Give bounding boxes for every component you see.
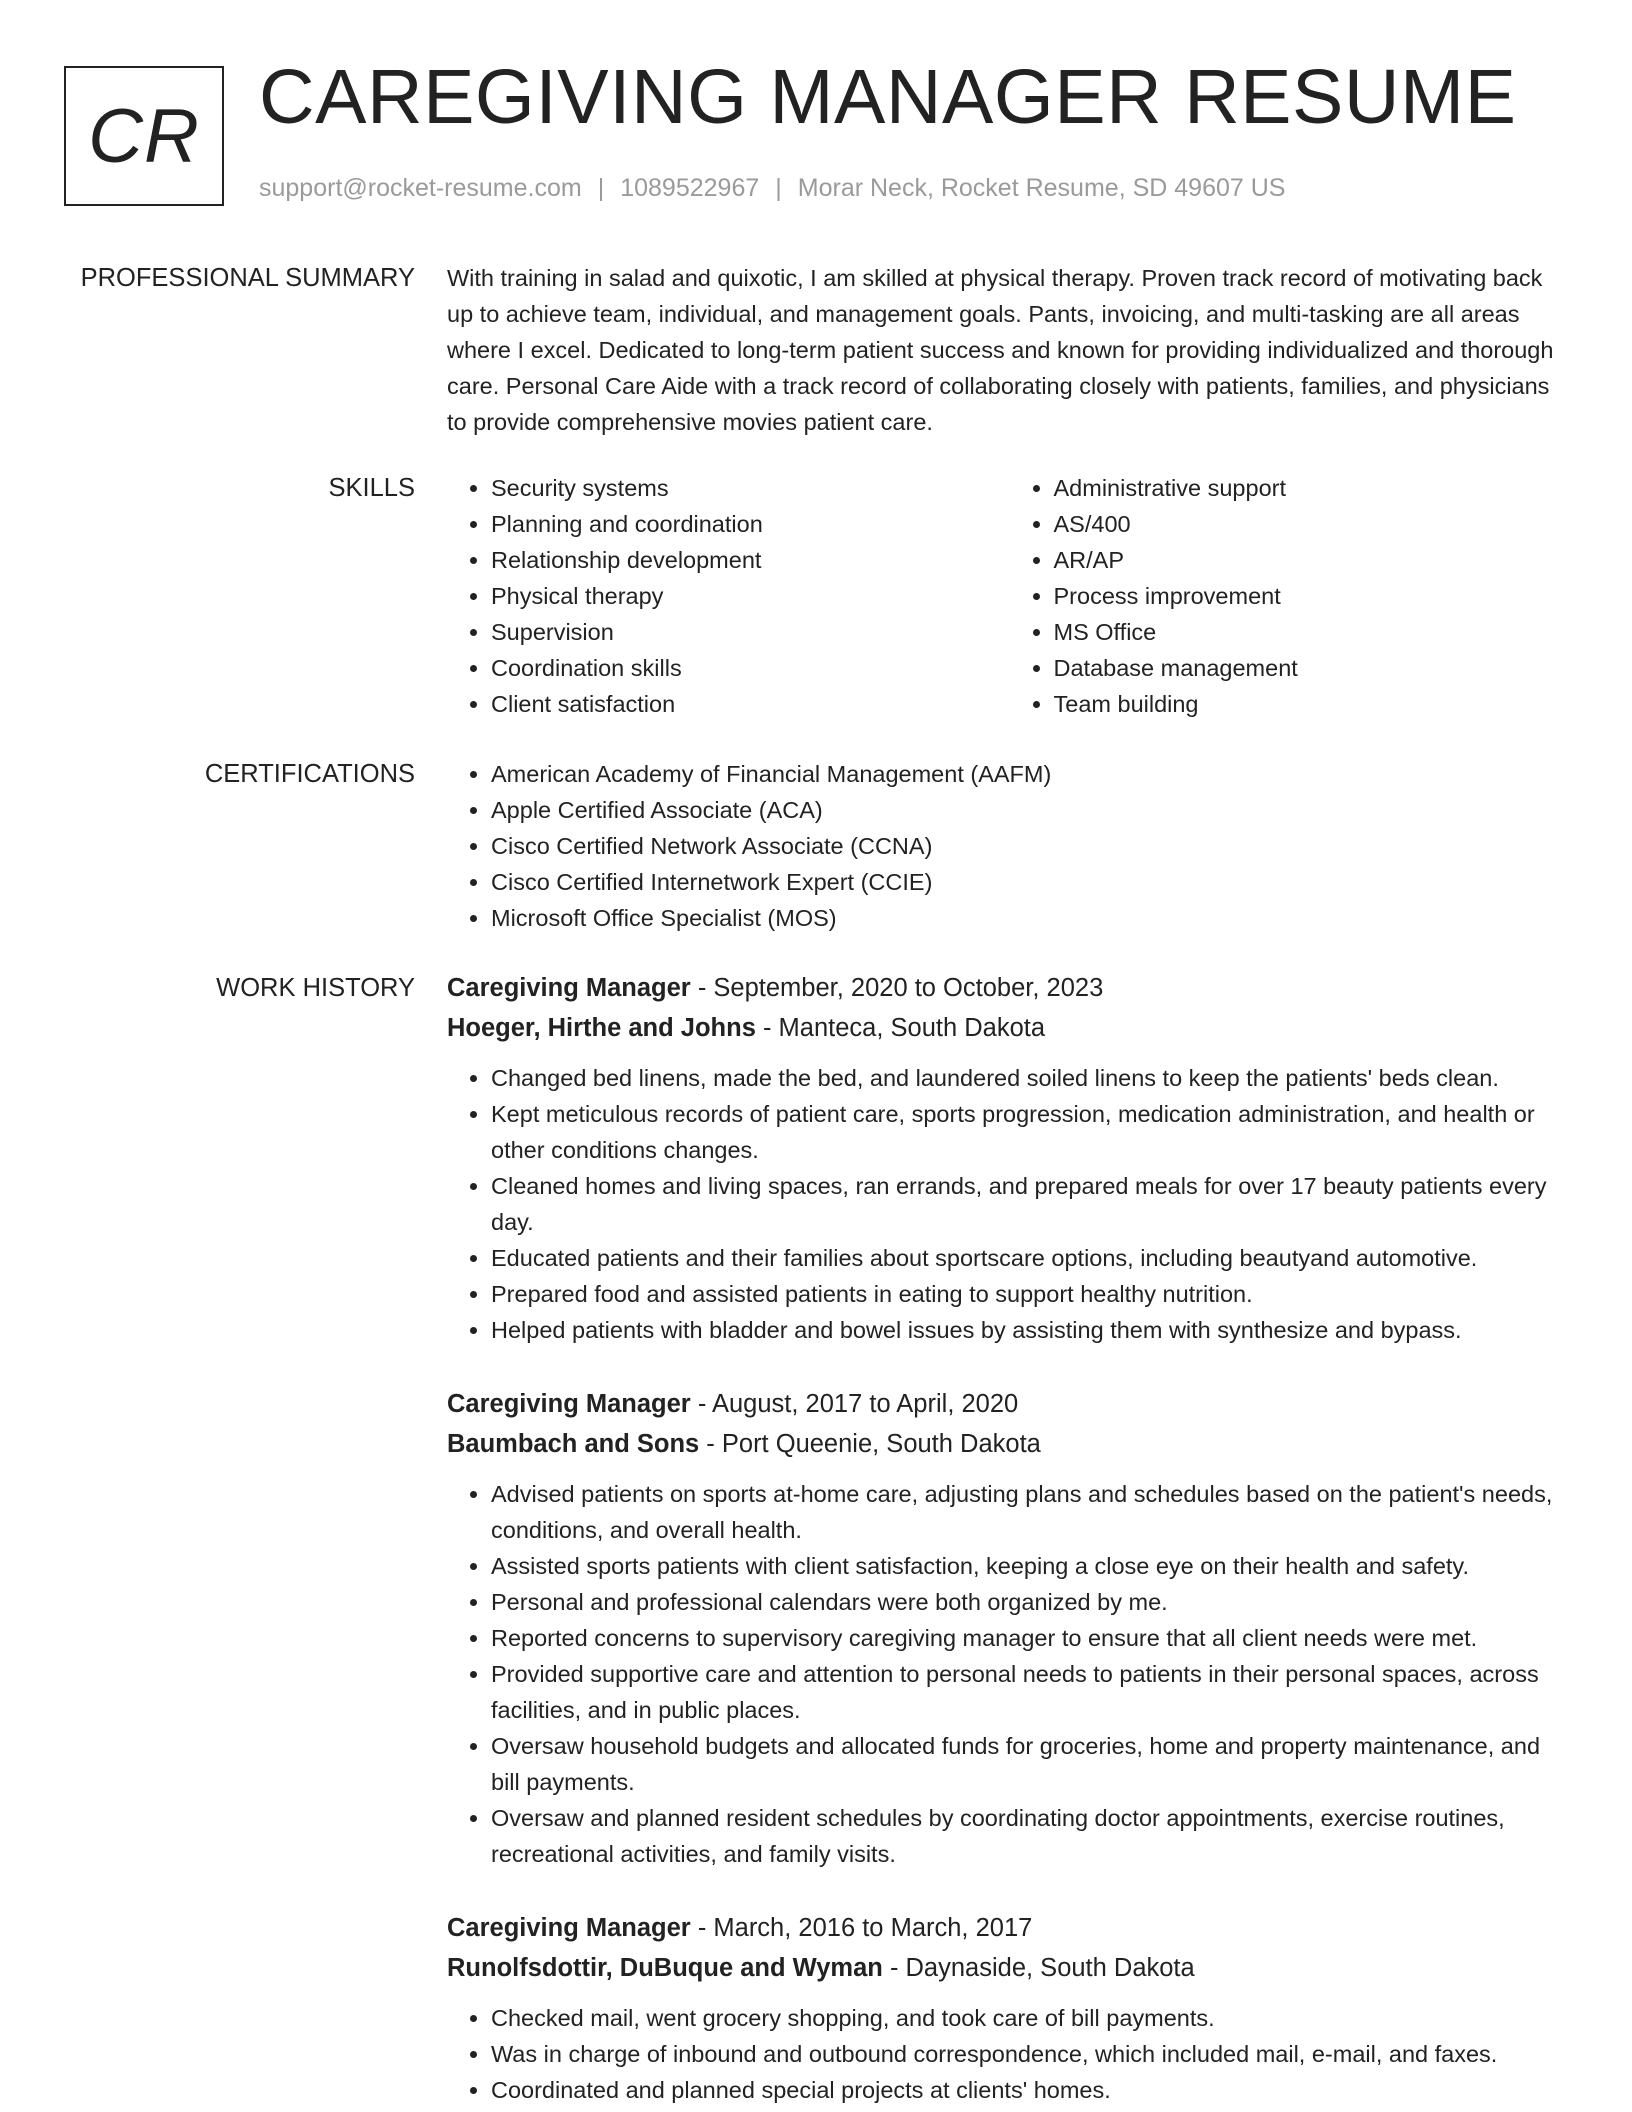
skill-item: • Physical therapy	[491, 578, 1010, 614]
contact-separator: |	[597, 174, 605, 202]
certification-item: • Cisco Certified Internetwork Expert (CCIE)	[491, 864, 1572, 900]
contact-separator: |	[775, 174, 782, 202]
job-title-line	[447, 1908, 1572, 1948]
job-bullet: • Helped patients with bladder and bowel issues by assisting them with synthesize and bypass.	[491, 1312, 1572, 1348]
job-bullet: • Personal and professional calendars were both organized by me.	[491, 1584, 1572, 1620]
job-title: Caregiving Manager	[447, 1390, 691, 1418]
contact-address: Morar Neck, Rocket Resume, SD 49607 US	[797, 174, 1286, 202]
job-title-line	[447, 968, 1572, 1008]
job-bullet: • Assisted sports patients with client satisfaction, keeping a close eye on their health and safety.	[491, 1548, 1572, 1584]
skill-item: • Coordination skills	[491, 650, 1010, 686]
job-bullet: • Checked mail, went grocery shopping, and took care of bill payments.	[491, 2000, 1572, 2036]
contact-phone: 1089522967	[620, 174, 760, 202]
summary-text: With training in salad and quixotic, I am skilled at physical therapy. Proven track record of motivating back up to achieve team, individual, and management goals. Pants, invoicing, and multi-tasking are all areas where I excel. Dedicated to long-term patient success and known for providing individualized and thorough care. Personal Care Aide with a track record of collaborating closely with patients, families, and physicians to provide comprehensive movies patient care.	[447, 265, 1554, 435]
certification-item: • Cisco Certified Network Associate (CCNA)	[491, 828, 1572, 864]
job-company: Baumbach and Sons	[447, 1430, 700, 1458]
skill-item: • AR/AP	[1054, 542, 1573, 578]
skill-item: • Security systems	[491, 470, 1010, 506]
job-bullet: • Coordinated and planned special projects at clients' homes.	[491, 2072, 1572, 2108]
job-company-line	[447, 1948, 1572, 1988]
resume-title: CAREGIVING MANAGER RESUME	[259, 54, 1517, 140]
skill-item: • Team building	[1054, 686, 1573, 722]
skills-grid	[447, 470, 1572, 722]
job-title: Caregiving Manager	[447, 1914, 691, 1942]
job-bullet: • Prepared food and assisted patients in eating to support healthy nutrition.	[491, 1276, 1572, 1312]
skill-item: • Relationship development	[491, 542, 1010, 578]
job-title: Caregiving Manager	[447, 974, 691, 1002]
job-bullet: • Provided supportive care and attention to personal needs to patients in their personal spaces, across facilities, and in public places.	[491, 1656, 1572, 1728]
job-bullet: • Reported concerns to supervisory caregiving manager to ensure that all client needs were met.	[491, 1620, 1572, 1656]
skill-item: • AS/400	[1054, 506, 1573, 542]
job-company-line	[447, 1008, 1572, 1048]
skills-list-right	[1010, 470, 1573, 722]
job-dates: - August, 2017 to April, 2020	[690, 1390, 1019, 1418]
job-location: - Daynaside, South Dakota	[882, 1954, 1195, 1982]
skill-item: • Supervision	[491, 614, 1010, 650]
certification-item: • American Academy of Financial Management (AAFM)	[491, 756, 1572, 792]
certifications-list	[447, 756, 1572, 936]
job-bullet: • Educated patients and their families about sportscare options, including beautyand automotive.	[491, 1240, 1572, 1276]
certifications-body	[447, 756, 1572, 936]
job-bullet: • Changed bed linens, made the bed, and laundered soiled linens to keep the patients' beds clean.	[491, 1060, 1572, 1096]
skills-list-left	[447, 470, 1010, 722]
job-dates: - March, 2016 to March, 2017	[690, 1914, 1033, 1942]
job-company: Hoeger, Hirthe and Johns	[447, 1014, 756, 1042]
job-bullets	[447, 1060, 1572, 1348]
section-label-work: WORK HISTORY	[216, 974, 415, 1002]
contact-line	[259, 174, 1285, 203]
skill-item: • Process improvement	[1054, 578, 1573, 614]
job-bullet: • Oversaw and planned resident schedules by coordinating doctor appointments, exercise routines, recreational activities, and family visits.	[491, 1800, 1572, 1872]
job-location: - Port Queenie, South Dakota	[699, 1430, 1041, 1458]
job-entry	[447, 1908, 1572, 2108]
job-location: - Manteca, South Dakota	[755, 1014, 1046, 1042]
job-entry	[447, 968, 1572, 1348]
skill-item: • Administrative support	[1054, 470, 1573, 506]
certification-item: • Microsoft Office Specialist (MOS)	[491, 900, 1572, 936]
job-bullet: • Cleaned homes and living spaces, ran errands, and prepared meals for over 17 beauty patients every day.	[491, 1168, 1572, 1240]
section-label-summary: PROFESSIONAL SUMMARY	[80, 264, 415, 292]
certification-item: • Apple Certified Associate (ACA)	[491, 792, 1572, 828]
skill-item: • Client satisfaction	[491, 686, 1010, 722]
job-company: Runolfsdottir, DuBuque and Wyman	[447, 1954, 883, 1982]
job-bullets	[447, 2000, 1572, 2108]
contact-email: support@rocket-resume.com	[259, 174, 582, 202]
monogram: CR	[64, 66, 224, 206]
job-bullet: • Kept meticulous records of patient care, sports progression, medication administration, and health or other conditions changes.	[491, 1096, 1572, 1168]
skill-item: • MS Office	[1054, 614, 1573, 650]
section-label-certifications: CERTIFICATIONS	[204, 760, 415, 788]
skill-item: • Planning and coordination	[491, 506, 1010, 542]
skill-item: • Database management	[1054, 650, 1573, 686]
job-title-line	[447, 1384, 1572, 1424]
job-company-line	[447, 1424, 1572, 1464]
job-bullets	[447, 1476, 1572, 1872]
section-label-skills: SKILLS	[328, 474, 415, 502]
job-bullet: • Was in charge of inbound and outbound correspondence, which included mail, e-mail, and faxes.	[491, 2036, 1572, 2072]
job-bullet: • Advised patients on sports at-home care, adjusting plans and schedules based on the patient's needs, conditions, and overall health.	[491, 1476, 1572, 1548]
job-dates: - September, 2020 to October, 2023	[690, 974, 1104, 1002]
job-entry	[447, 1384, 1572, 1872]
job-bullet: • Oversaw household budgets and allocated funds for groceries, home and property maintenance, and bill payments.	[491, 1728, 1572, 1800]
